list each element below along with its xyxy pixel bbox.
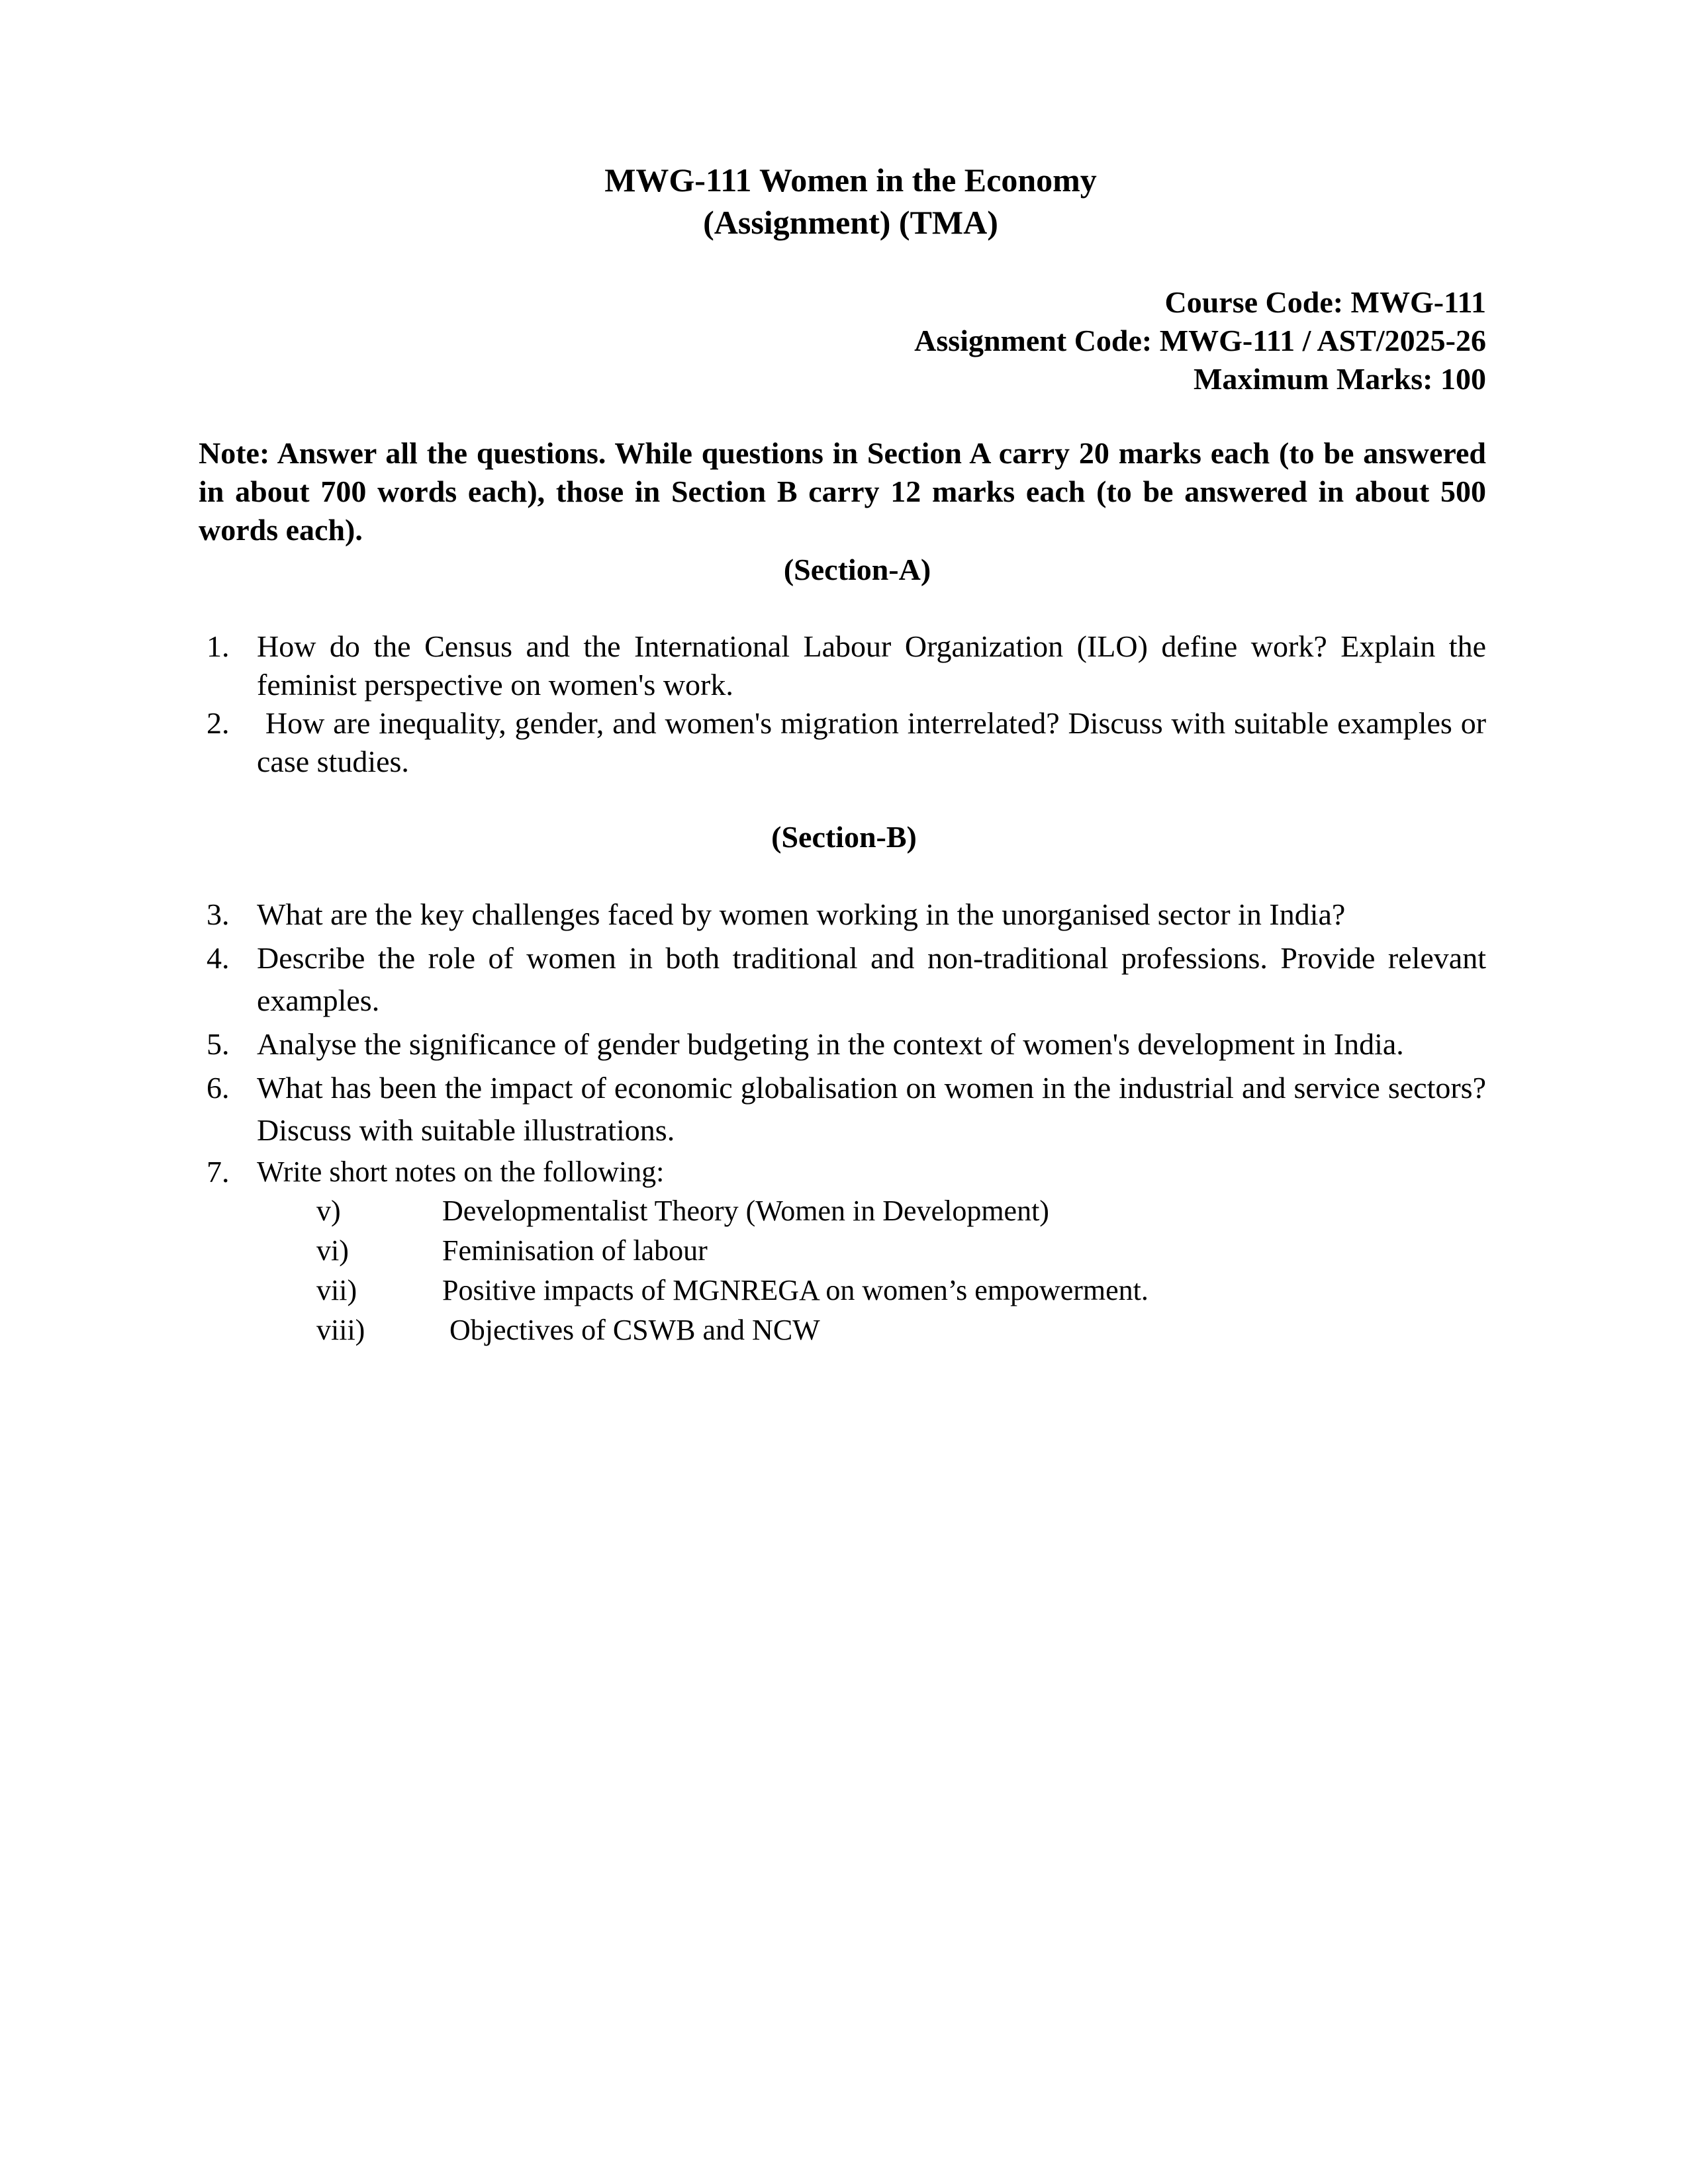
- title-block: [0, 159, 1688, 244]
- short-note-item: [257, 1271, 1486, 1310]
- question-item: [199, 937, 1486, 1022]
- question-number: 7.: [207, 1155, 230, 1189]
- document-title: MWG-111 Women in the Economy: [604, 161, 1097, 199]
- question-item: [199, 627, 1486, 704]
- section-a-question-list: [199, 627, 1494, 781]
- short-note-number: viii): [316, 1314, 365, 1346]
- document-subtitle: (Assignment) (TMA): [703, 204, 998, 241]
- question-item: [199, 893, 1486, 936]
- question-number: 3.: [207, 897, 230, 931]
- short-note-text: Objectives of CSWB and NCW: [442, 1314, 820, 1346]
- question-item: [199, 1023, 1486, 1066]
- section-b-question-list: [199, 893, 1486, 1351]
- section-b-heading: (Section-B): [771, 820, 917, 854]
- question-text: What has been the impact of economic globalisation on women in the industrial and service sectors? Discuss with suitable illustrations.: [257, 1071, 1486, 1147]
- section-a-heading: (Section-A): [783, 553, 931, 586]
- short-note-item: [257, 1231, 1486, 1271]
- question-number: 4.: [207, 941, 230, 975]
- question-number: 2.: [207, 706, 230, 740]
- short-note-item: [257, 1310, 1486, 1350]
- question-item: [199, 1067, 1486, 1152]
- question-text: What are the key challenges faced by women working in the unorganised sector in India?: [257, 897, 1346, 931]
- instructions-note: Note: Answer all the questions. While questions in Section A carry 20 marks each (to be answered in about 700 words each), those in Section B carry 12 marks each (to be answered in about 500 words each).: [199, 436, 1486, 547]
- question-number: 1.: [207, 629, 230, 663]
- question-item: [199, 704, 1494, 781]
- short-note-number: v): [316, 1195, 341, 1227]
- course-code: Course Code: MWG-111: [1164, 285, 1486, 319]
- question-text: Describe the role of women in both traditional and non-traditional professions. Provide relevant examples.: [257, 941, 1486, 1017]
- short-note-text: Developmentalist Theory (Women in Development): [442, 1195, 1049, 1227]
- question-number: 6.: [207, 1071, 230, 1105]
- short-note-text: Positive impacts of MGNREGA on women’s empowerment.: [442, 1274, 1149, 1306]
- short-notes-list: [257, 1191, 1486, 1350]
- short-note-number: vi): [316, 1234, 349, 1267]
- short-note-text: Feminisation of labour: [442, 1234, 708, 1267]
- short-note-item: [257, 1191, 1486, 1231]
- assignment-code: Assignment Code: MWG-111 / AST/2025-26: [914, 324, 1486, 357]
- course-info-block: [914, 283, 1486, 398]
- short-note-number: vii): [316, 1274, 357, 1306]
- question-text: Write short notes on the following:: [257, 1156, 665, 1188]
- question-text: How do the Census and the International Labour Organization (ILO) define work? Explain the feminist perspective on women's work.: [257, 629, 1486, 702]
- question-text: How are inequality, gender, and women's migration interrelated? Discuss with suitable examples or case studies.: [257, 706, 1494, 778]
- question-item-short-notes: [199, 1153, 1486, 1350]
- question-text: Analyse the significance of gender budgeting in the context of women's development in India.: [257, 1027, 1404, 1061]
- question-number: 5.: [207, 1027, 230, 1061]
- maximum-marks: Maximum Marks: 100: [1193, 362, 1486, 396]
